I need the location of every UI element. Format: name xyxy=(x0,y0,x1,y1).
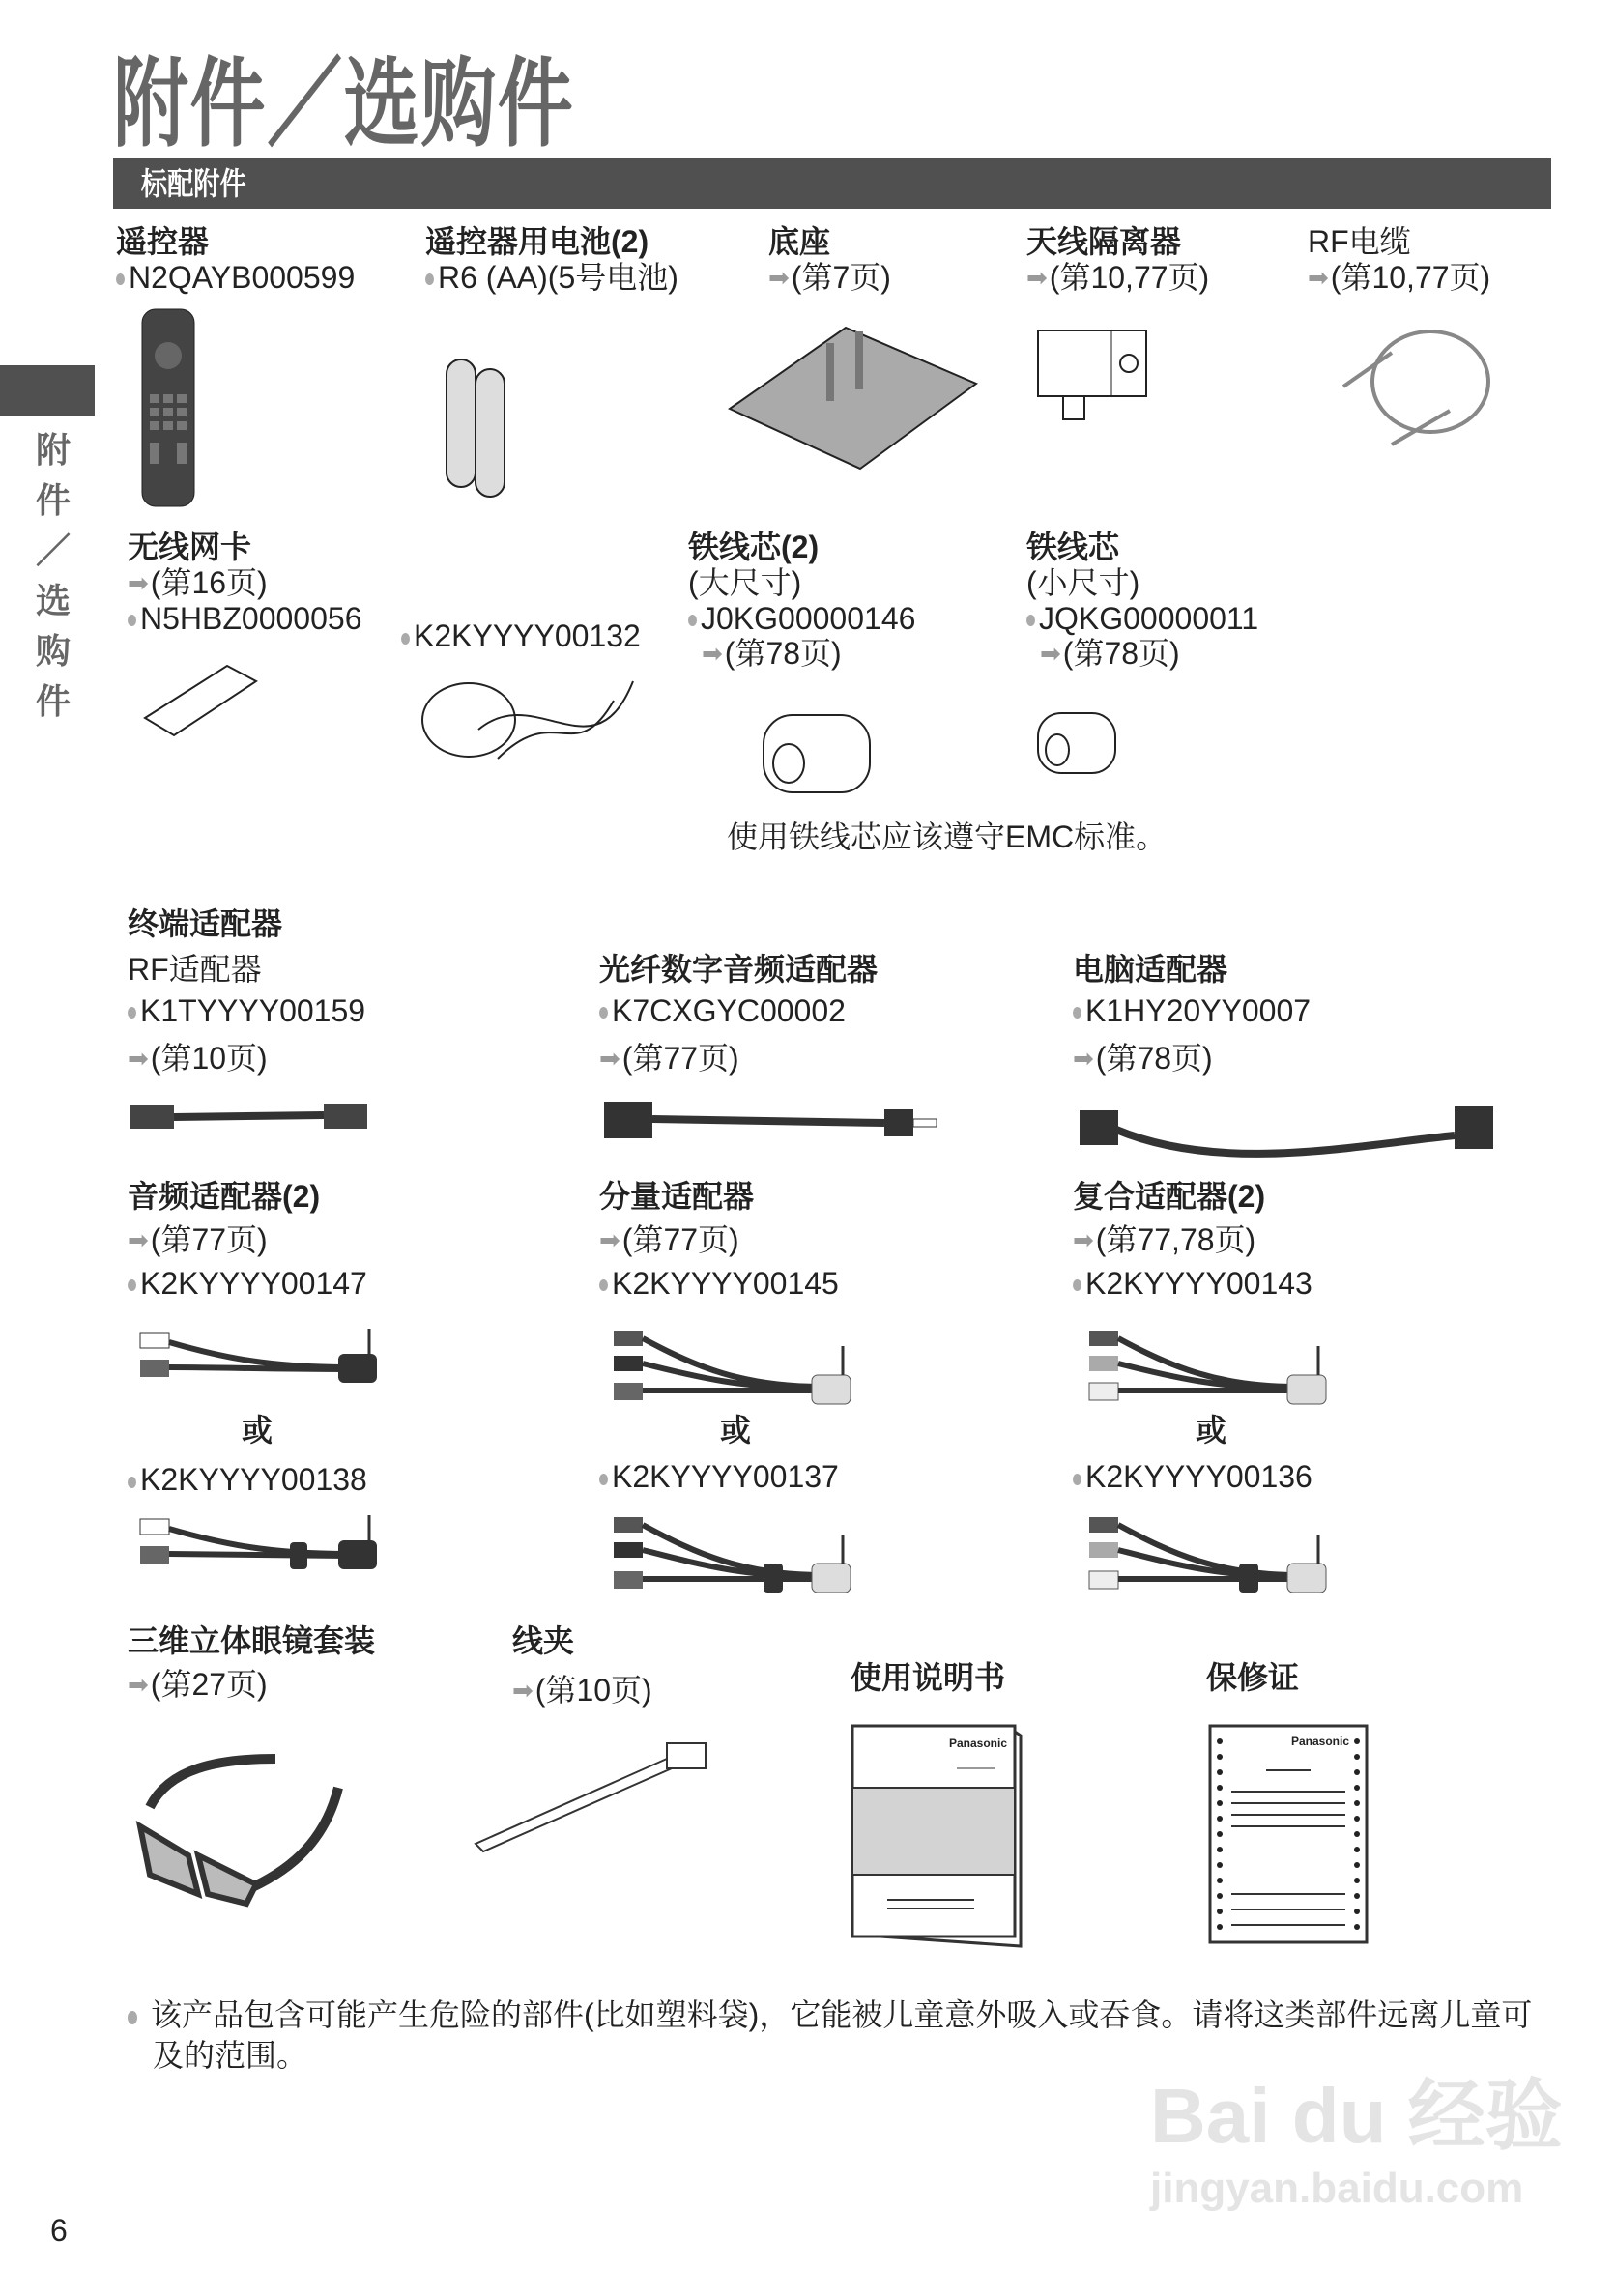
arrow-right-icon: ➡ xyxy=(512,1675,534,1705)
item-pc-adapter xyxy=(1073,952,1311,1076)
svg-text:Panasonic: Panasonic xyxy=(948,1736,1007,1750)
component-adapter-ferrite-cable-icon xyxy=(609,1515,870,1607)
ferrite-core-small-icon xyxy=(1032,705,1129,788)
page-ref: (第10页) xyxy=(534,1672,652,1708)
item-operating-manual: 使用说明书 xyxy=(851,1660,1006,1695)
item-optical-adapter xyxy=(599,952,878,1076)
part-number: J0KG00000146 xyxy=(688,601,915,637)
item-rf-adapter xyxy=(128,952,365,1076)
part-number: K2KYYYY00132 xyxy=(401,618,641,654)
page-ref: (第27页) xyxy=(150,1666,268,1702)
item-name: 遥控器 xyxy=(116,224,210,259)
arrow-right-icon: ➡ xyxy=(1308,262,1329,292)
item-name: 天线隔离器 xyxy=(1026,224,1182,259)
page-number: 6 xyxy=(50,2213,68,2248)
item-name: 铁线芯 xyxy=(1026,530,1120,564)
item-ferrite-large xyxy=(688,530,915,672)
item-name: 铁线芯(2) xyxy=(688,530,820,564)
or-label: 或 xyxy=(1196,1413,1227,1448)
usb-extension-cradle-icon xyxy=(420,662,643,783)
composite-adapter-ferrite-cable-icon xyxy=(1084,1515,1345,1607)
item-audio-adapter xyxy=(128,1179,367,1301)
watermark-url: jingyan.baidu.com xyxy=(1150,2165,1524,2212)
item-cable-tie xyxy=(512,1623,652,1708)
section-bar-label: 标配附件 xyxy=(140,166,246,201)
arrow-right-icon: ➡ xyxy=(599,1224,620,1254)
part-number: K2KYYYY00143 xyxy=(1073,1266,1312,1302)
component-adapter-cable-icon xyxy=(609,1329,870,1416)
item-warranty-card: 保修证 xyxy=(1206,1660,1300,1695)
part-number: K7CXGYC00002 xyxy=(599,993,878,1029)
remote-control-icon xyxy=(140,307,198,510)
page-ref: (第77页) xyxy=(621,1221,739,1257)
item-name: 遥控器用电池(2) xyxy=(425,224,649,259)
part-number: N2QAYB000599 xyxy=(116,260,355,296)
item-remote xyxy=(116,224,355,296)
arrow-right-icon: ➡ xyxy=(1073,1224,1094,1254)
page-ref: (第10页) xyxy=(150,1040,268,1076)
part-number: K2KYYYY00147 xyxy=(128,1266,367,1302)
arrow-right-icon: ➡ xyxy=(128,1224,149,1254)
cable-tie-icon xyxy=(474,1730,725,1855)
item-name: 三维立体眼镜套装 xyxy=(128,1623,376,1658)
3d-glasses-icon xyxy=(130,1749,353,1904)
ferrite-core-large-icon xyxy=(754,705,889,812)
side-char: 附 xyxy=(35,430,71,470)
page-ref: (第77页) xyxy=(621,1040,739,1076)
item-name: 复合适配器(2) xyxy=(1073,1179,1266,1214)
side-tab-block xyxy=(0,365,95,416)
page-ref: (第10,77页) xyxy=(1049,259,1210,295)
arrow-right-icon: ➡ xyxy=(128,567,149,597)
item-rf-cable xyxy=(1308,224,1490,296)
item-name: 无线网卡 xyxy=(128,530,252,564)
item-name: 线夹 xyxy=(512,1623,575,1658)
arrow-right-icon: ➡ xyxy=(768,262,790,292)
part-number: K1HY20YY0007 xyxy=(1073,993,1311,1029)
or-label: 或 xyxy=(242,1413,274,1448)
or-label: 或 xyxy=(720,1413,752,1448)
composite-adapter-cable-icon xyxy=(1084,1329,1345,1416)
item-name: 光纤数字音频适配器 xyxy=(599,952,879,987)
side-char: ／ xyxy=(35,531,71,570)
item-name: 底座 xyxy=(768,224,831,259)
rf-cable-icon xyxy=(1334,329,1498,454)
page-ref: (第77页) xyxy=(150,1221,268,1257)
page-ref: (第16页) xyxy=(150,564,268,600)
page-ref: (第78页) xyxy=(1095,1040,1213,1076)
arrow-right-icon: ➡ xyxy=(702,639,723,669)
arrow-right-icon: ➡ xyxy=(599,1043,620,1073)
safety-note-text: 该产品包含可能产生危险的部件(比如塑料袋)，它能被儿童意外吸入或吞食。请将这类部件远离儿童可及的范围。 xyxy=(151,1997,1533,2073)
side-char: 件 xyxy=(35,480,71,520)
item-usb-cradle xyxy=(401,618,641,654)
page-ref: (第78页) xyxy=(1062,636,1180,672)
watermark xyxy=(1150,2073,1563,2213)
part-number: K1TYYYY00159 xyxy=(128,993,365,1029)
side-tab-label xyxy=(29,425,77,727)
item-batteries xyxy=(425,224,678,296)
arrow-right-icon: ➡ xyxy=(1040,639,1061,669)
page-ref: (第10,77页) xyxy=(1330,259,1491,295)
pedestal-icon xyxy=(730,324,981,478)
page-ref: (第7页) xyxy=(791,259,891,295)
item-ferrite-small xyxy=(1026,530,1258,672)
arrow-right-icon: ➡ xyxy=(128,1043,149,1073)
arrow-right-icon: ➡ xyxy=(128,1669,149,1699)
side-char: 购 xyxy=(35,631,71,671)
arrow-right-icon: ➡ xyxy=(1026,262,1048,292)
side-char: 选 xyxy=(35,581,71,620)
side-char: 件 xyxy=(35,681,71,721)
page-ref: (第78页) xyxy=(724,636,842,672)
page-title: 附件／选购件 xyxy=(113,50,575,158)
item-name: 音频适配器(2) xyxy=(128,1179,321,1214)
part-number: N5HBZ0000056 xyxy=(128,601,361,637)
terminal-adapters-heading: 终端适配器 xyxy=(128,906,283,941)
bullet-icon xyxy=(128,2011,137,2024)
battery-icon xyxy=(445,356,512,501)
item-3d-glasses xyxy=(128,1623,375,1703)
rf-adapter-icon xyxy=(130,1100,372,1138)
item-size: (大尺寸) xyxy=(688,564,802,600)
item-wireless-adapter xyxy=(128,530,361,636)
part-number: R6 (AA)(5号电池) xyxy=(425,260,678,296)
item-component-adapter xyxy=(599,1179,839,1301)
alt-part-number: K2KYYYY00136 xyxy=(1073,1459,1312,1495)
part-number: K2KYYYY00145 xyxy=(599,1266,839,1302)
part-number: JQKG00000011 xyxy=(1026,601,1258,637)
alt-part-number: K2KYYYY00137 xyxy=(599,1459,839,1495)
item-name: RF适配器 xyxy=(128,952,262,987)
safety-note xyxy=(128,1995,1554,2076)
item-name: 电脑适配器 xyxy=(1073,952,1228,987)
audio-adapter-ferrite-cable-icon xyxy=(135,1515,396,1578)
item-antenna-isolator xyxy=(1026,224,1209,296)
pc-adapter-icon xyxy=(1078,1097,1503,1164)
item-pedestal xyxy=(768,224,891,296)
page-ref: (第77,78页) xyxy=(1095,1221,1256,1257)
audio-adapter-cable-icon xyxy=(135,1329,396,1392)
item-size: (小尺寸) xyxy=(1026,564,1140,600)
item-name: RF电缆 xyxy=(1308,224,1411,259)
antenna-isolator-icon xyxy=(1036,329,1152,425)
wireless-adapter-icon xyxy=(135,662,261,739)
operating-manual-icon xyxy=(851,1724,1029,1946)
optical-adapter-icon xyxy=(604,1100,952,1148)
item-name: 分量适配器 xyxy=(599,1179,755,1214)
warranty-card-icon xyxy=(1208,1724,1372,1946)
section-bar xyxy=(113,158,1551,209)
arrow-right-icon: ➡ xyxy=(1073,1043,1094,1073)
alt-part-number: K2KYYYY00138 xyxy=(128,1462,367,1498)
svg-text:Panasonic: Panasonic xyxy=(1290,1735,1349,1748)
watermark-logo: Bai du 经验 xyxy=(1150,2073,1563,2159)
ferrite-note: 使用铁线芯应该遵守EMC标准。 xyxy=(727,819,1168,854)
item-composite-adapter xyxy=(1073,1179,1312,1301)
